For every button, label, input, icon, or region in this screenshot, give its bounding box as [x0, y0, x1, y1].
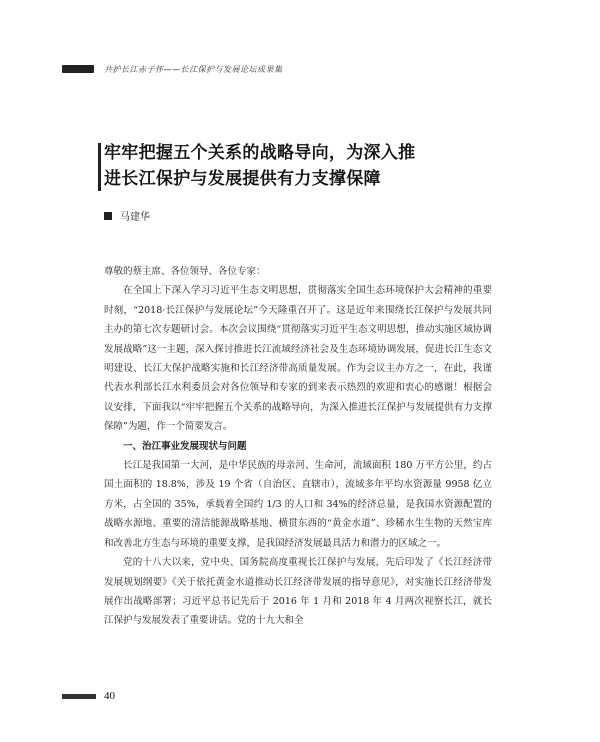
title-accent-bar [98, 143, 101, 191]
running-head-text: 共护长江赤子怀——长江保护与发展论坛成果集 [104, 64, 283, 74]
author-name: 马建华 [120, 212, 150, 223]
title-line-2: 进长江保护与发展提供有力支撑保障 [104, 169, 381, 189]
paragraph-3: 党的十八大以来，党中央、国务院高度重视长江保护与发展，先后印发了《长江经济带发展规划纲要》《关于依托黄金水道推动长江经济带发展的指导意见》，对实施长江经济带发展作出战略部署；习近平总书记先后于 2016 年 1 月和 2018 年 4 月两次视察长江，就长江保护与发展发表了重要讲话。党的十九大和全 [104, 557, 492, 627]
paragraph-1: 在全国上下深入学习习近平生态文明思想，贯彻落实全国生态环境保护大会精神的重要时刻，“2018·长江保护与发展论坛”今天隆重召开了。这是近年来围绕长江保护与发展共同主办的第七次专题研讨会。本次会议围绕“贯彻落实习近平生态文明思想，推动实施区域协调发展战略”这一主题，深入探讨推进长江流域经济社会及生态环境协调发展，促进长江生态文明建设、长江大保护战略实施和长江经济带高质量发展。作为会议主办方之一，在此，我谨代表水利部长江水利委员会对各位领导和专家的到来表示热烈的欢迎和衷心的感谢！根据会议安排，下面我以“牢牢把握五个关系的战略导向，为深入推进长江保护与发展提供有力支撑保障”为题，作一个简要发言。 [104, 285, 492, 433]
author-line [104, 208, 150, 223]
page-footer [62, 690, 115, 702]
footer-marker [62, 694, 96, 699]
title-line-1: 牢牢把握五个关系的战略导向，为深入推 [104, 143, 416, 163]
author-marker [104, 212, 112, 220]
running-head-marker [62, 65, 94, 73]
section-1-heading: 一、治江事业发展现状与问题 [123, 440, 247, 452]
article-body [104, 262, 492, 631]
running-head [62, 62, 542, 76]
article-title [104, 140, 504, 192]
page-number: 40 [104, 690, 115, 702]
salutation: 尊敬的蔡主席、各位领导、各位专家： [104, 266, 266, 277]
paragraph-2: 长江是我国第一大河，是中华民族的母亲河、生命河，流域面积 180 万平方公里，约占国土面积的 18.8%，涉及 19 个省（自治区、直辖市），流域多年平均水资源量 9958 亿立方米，占全国的 35%，承载着全国约 1/3 的人口和 34%的经济总量，是我国水资源配置的战略水源地、重要的清洁能源战略基地、横贯东西的“黄金水道”、珍稀水生生物的天然宝库和改善北方生态与环境的重要支撑，是我国经济发展最具活力和潜力的区域之一。 [104, 460, 492, 549]
